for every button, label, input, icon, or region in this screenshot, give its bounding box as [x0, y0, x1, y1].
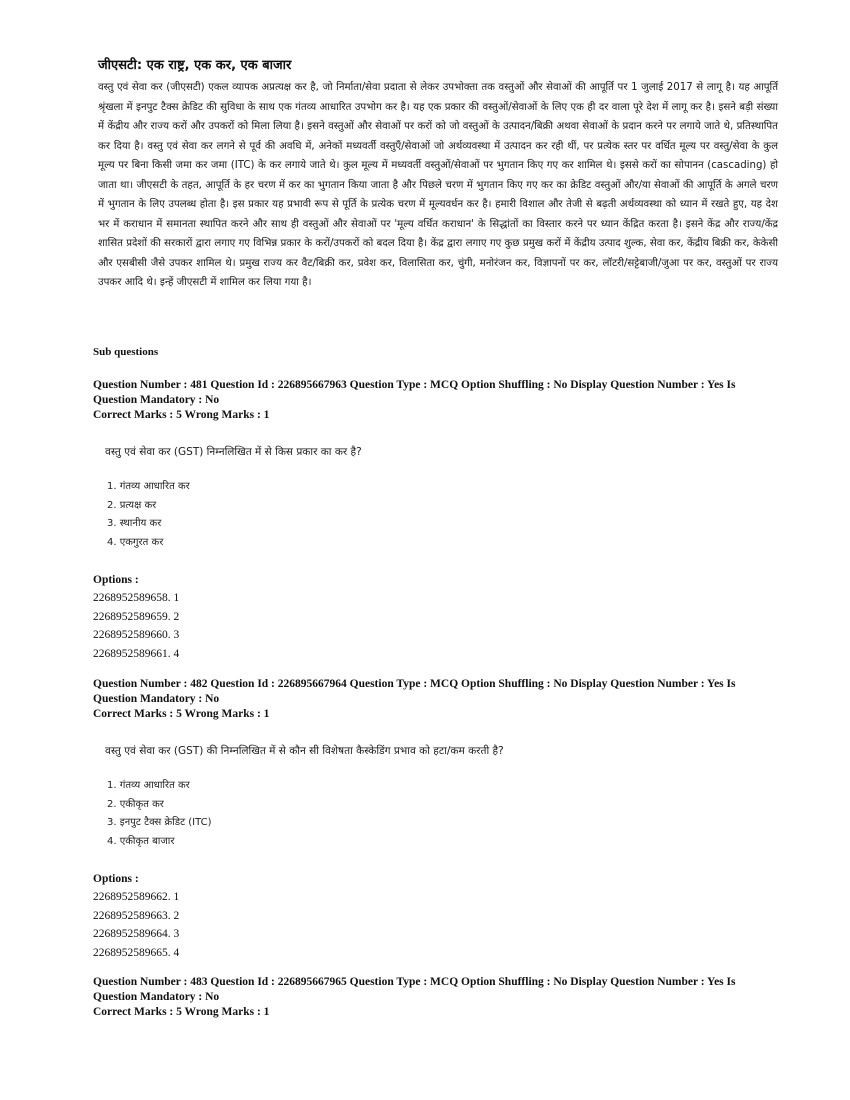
- question-marks-line: Correct Marks : 5 Wrong Marks : 1: [93, 1006, 270, 1018]
- choice-item: 3. इनपुट टैक्स क्रेडिट (ITC): [107, 817, 212, 828]
- question-meta: [93, 378, 783, 423]
- option-id: 2268952589660. 3: [93, 629, 180, 641]
- option-id: 2268952589664. 3: [93, 928, 180, 940]
- question-mandatory-line: Question Mandatory : No: [93, 991, 220, 1003]
- question-meta-line: Question Number : 483 Question Id : 226895667965 Question Type : MCQ Option Shuffling : No Display Question Number : Yes Is: [93, 976, 736, 988]
- question-meta: [93, 975, 783, 1020]
- choice-list: [107, 777, 783, 851]
- option-id-list: [93, 888, 783, 962]
- question-meta: [93, 677, 783, 722]
- option-id: 2268952589659. 2: [93, 610, 180, 623]
- option-id: 2268952589665. 4: [93, 946, 180, 959]
- option-id: 2268952589658. 1: [93, 592, 180, 604]
- question-text: वस्तु एवं सेवा कर (GST) निम्नलिखित में से किस प्रकार का कर है?: [105, 446, 362, 458]
- choice-item: 4. एकीकृत बाजार: [107, 835, 175, 847]
- sub-questions-label: Sub questions: [93, 346, 159, 358]
- question-mandatory-line: Question Mandatory : No: [93, 693, 220, 705]
- question-meta-line: Question Number : 481 Question Id : 226895667963 Question Type : MCQ Option Shuffling : No Display Question Number : Yes Is: [93, 379, 736, 391]
- choice-item: 1. गंतव्य आधारित कर: [107, 481, 190, 492]
- choice-item: 2. प्रत्यक्ष कर: [107, 499, 157, 511]
- question-block-482: [93, 677, 783, 962]
- question-mandatory-line: Question Mandatory : No: [93, 394, 220, 406]
- question-marks-line: Correct Marks : 5 Wrong Marks : 1: [93, 409, 270, 421]
- option-id: 2268952589663. 2: [93, 909, 180, 922]
- question-block-481: [93, 378, 783, 663]
- option-id: 2268952589661. 4: [93, 647, 180, 660]
- question-text: वस्तु एवं सेवा कर (GST) की निम्नलिखित में से कौन सी विशेषता कैस्केडिंग प्रभाव को हटा/कम करती है?: [105, 745, 504, 757]
- passage-text: वस्तु एवं सेवा कर (जीएसटी) एकल व्यापक अप्रत्यक्ष कर है, जो निर्माता/सेवा प्रदाता से लेकर उपभोक्ता तक वस्तुओं और सेवाओं की आपूर्ति पर 1 जुलाई 2017 से लागू है। यह आपूर्ति श्रृंखला में इनपुट टैक्स क्रेडिट की सुविधा के साथ एक गंतव्य आधारित उपभोग कर है। यह एक प्रकार की वस्तुओं/सेवाओं के लिए एक ही दर वाला पूरे देश में लागू कर है। इसने बड़ी संख्या में केंद्रीय और राज्य करों और उपकरों को मिला लिया है। इसने वस्तुओं और सेवाओं पर करों को जो वस्तुओं के उत्पादन/बिक्री अथवा सेवाओं के प्रदान करने पर लगाये जाते थे, प्रतिस्थापित कर दिया है। वस्तु एवं सेवा कर लगने से पूर्व की अवधि में, अनेकों मध्यवर्ती वस्तुएँ/सेवाओं जो अर्थव्यवस्था में उत्पादन कर रही थीं, पर प्रत्येक स्तर पर वर्धित मूल्य पर वस्तु/सेवा के कुल मूल्य पर बिना किसी जमा कर जमा (ITC) के कर लगाये जाते थे। कुल मूल्य में मध्यवर्ती वस्तुओं/सेवाओं पर भुगतान किए गए कर शामिल थे। इससे करों का सोपानन (cascading) हो जाता था। जीएसटी के तहत, आपूर्ति के हर चरण में कर का भुगतान किया जाता है और पिछले चरण में भुगतान किए गए कर का क्रेडिट वस्तुओं और/या सेवाओं की आपूर्ति के अगले चरण में भुगतान के लिए उपलब्ध होता है। इस प्रकार यह प्रभावी रूप से पूर्ति के प्रत्येक चरण में मूल्यवर्धन कर है। हमारी विशाल और तेजी से बढ़ती अर्थव्यवस्था को ध्यान में रखते हुए, यह देश भर में कराधान में समानता स्थापित करने और साथ ही वस्तुओं और सेवाओं पर 'मूल्य वर्धित कराधान' के सिद्धांतों का विस्तार करने पर ध्यान केंद्रित करता है। इसने केंद्र और राज्य/केंद्र शासित प्रदेशों की सरकारों द्वारा लगाए गए विभिन्न प्रकार के करों/उपकरों को बदल दिया है। केंद्र द्वारा लगाए गए कुछ प्रमुख करों में केंद्रीय उत्पाद शुल्क, सेवा कर, केंद्रीय बिक्री कर, केकेसी और एसबीसी जैसे उपकर शामिल थे। प्रमुख राज्य कर वैट/बिक्री कर, प्रवेश कर, विलासिता कर, चुंगी, मनोरंजन कर, विज्ञापनों पर कर, लॉटरी/सट्टेबाजी/जुआ पर कर, वस्तुओं पर राज्य उपकर आदि थे। इन्हें जीएसटी में शामिल कर लिया गया है।: [98, 82, 778, 288]
- choice-item: 2. एकीकृत कर: [107, 798, 164, 810]
- options-label: Options :: [93, 873, 139, 885]
- option-id-list: [93, 589, 783, 663]
- option-id: 2268952589662. 1: [93, 891, 180, 903]
- options-label: Options :: [93, 574, 139, 586]
- choice-item: 3. स्थानीय कर: [107, 518, 162, 529]
- choice-list: [107, 478, 783, 552]
- question-marks-line: Correct Marks : 5 Wrong Marks : 1: [93, 708, 270, 720]
- passage-heading: जीएसटी: एक राष्ट्र, एक कर, एक बाजार: [98, 58, 292, 73]
- choice-item: 1. गंतव्य आधारित कर: [107, 780, 190, 791]
- question-meta-line: Question Number : 482 Question Id : 226895667964 Question Type : MCQ Option Shuffling : No Display Question Number : Yes Is: [93, 678, 736, 690]
- choice-item: 4. एकगुरत कर: [107, 536, 164, 548]
- question-block-483: [93, 975, 783, 1020]
